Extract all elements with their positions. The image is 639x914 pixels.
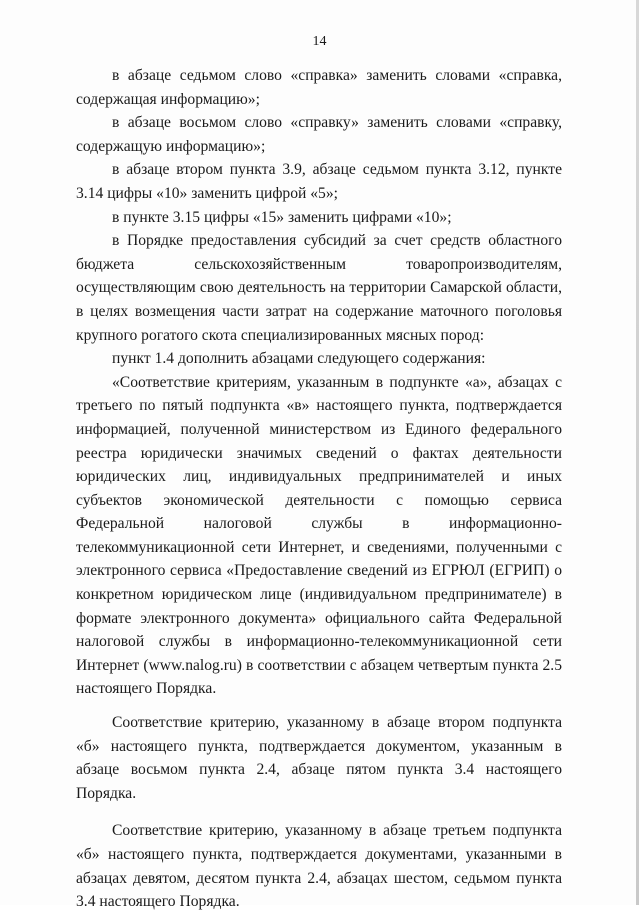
page-number: 14 (312, 34, 327, 49)
paragraph-6: пункт 1.4 дополнить абзацами следующего содержания: (112, 350, 486, 368)
document-body (76, 64, 562, 914)
paragraph-1: в абзаце седьмом слово «справка» заменить словами «справка, содержащая информацию»; (76, 67, 562, 108)
paragraph-8: Соответствие критерию, указанному в абзаце втором подпункта «б» настоящего пункта, подтверждается документом, указанным в абзаце восьмом пункта 2.4, абзаце пятом пункта 3.4 настоящего Порядка. (76, 714, 562, 802)
paragraph-9: Соответствие критерию, указанному в абзаце третьем подпункта «б» настоящего пункта, подтверждается документами, указанными в абзацах девятом, десятом пункта 2.4, абзацах шестом, седьмом пункта 3.4 настоящего Порядка. (76, 822, 562, 911)
paragraph-4: в пункте 3.15 цифры «15» заменить цифрами «10»; (112, 208, 452, 226)
paragraph-5: в Порядке предоставления субсидий за счет средств областного бюджета сельскохозяйственным товаропроизводителям, осуществляющим свою деятельность на территории Самарской области, в целях возмещения части затрат на содержание маточного поголовья крупного рогатого скота специализированных мясных пород: (76, 232, 562, 344)
paragraph-2: в абзаце восьмом слово «справку» заменить словами «справку, содержащую информацию»; (76, 114, 562, 155)
paragraph-3: в абзаце втором пункта 3.9, абзаце седьмом пункта 3.12, пункте 3.14 цифры «10» заменить цифрой «5»; (76, 161, 562, 202)
paragraph-7: «Соответствие критериям, указанным в подпункте «а», абзацах с третьего по пятый подпункта «в» настоящего пункта, подтверждается информацией, полученной министерством из Единого федерального реестра юридически значимых сведений о фактах деятельности юридических лиц, индивидуальных предпринимателей и иных субъектов экономической деятельности с помощью сервиса Федеральной налоговой службы в информационно-телекоммуникационной сети Интернет, и сведениями, полученными с электронного сервиса «Предоставление сведений из ЕГРЮЛ (ЕГРИП) о конкретном юридическом лице (индивидуальном предпринимателе) в формате электронного документа» официального сайта Федеральной налоговой службы в информационно-телекоммуникационной сети Интернет (www.nalog.ru) в соответствии с абзацем четвертым пункта 2.5 настоящего Порядка. (76, 373, 562, 698)
